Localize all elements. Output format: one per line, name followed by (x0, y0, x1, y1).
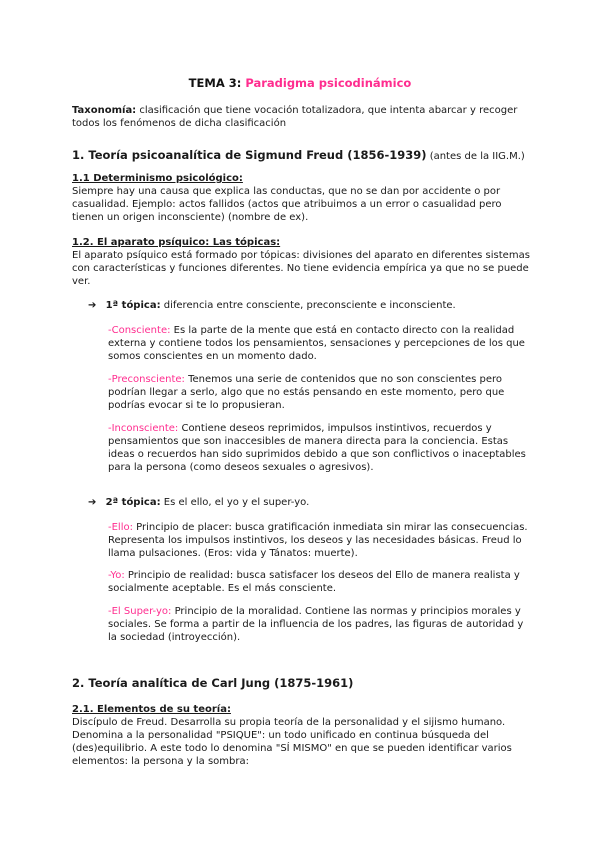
section1-heading (72, 149, 532, 163)
preconsciente-term: -Preconsciente: (108, 374, 185, 385)
s21-block (72, 703, 532, 768)
topica2-label: 2ª tópica: (105, 497, 161, 508)
arrow-right-icon: ➔ (88, 497, 97, 508)
yo-term: -Yo: (108, 570, 125, 581)
topica1-text: diferencia entre consciente, preconsciente e inconsciente. (160, 300, 456, 311)
section1-note: (antes de la IIG.M.) (426, 151, 525, 162)
superyo-text: Principio de la moralidad. Contiene las normas y principios morales y sociales. Se forma a partir de la influencia de los padres, las figuras de autoridad y la sociedad (introyección). (108, 606, 524, 643)
inconsciente-item (108, 422, 528, 474)
arrow-right-icon: ➔ (88, 300, 97, 311)
topica1-line (88, 299, 456, 312)
yo-item (108, 569, 528, 595)
taxonomia-label: Taxonomía: (72, 105, 137, 116)
ello-text: Principio de placer: busca gratificación inmediata sin mirar las consecuencias. Representa los impulsos instintivos, los deseos y las necesidades básicas. Freud lo llama pulsaciones. (Eros: vida y Tánatos: muerte). (108, 522, 528, 559)
topica2-line (88, 496, 309, 509)
s12-text: El aparato psíquico está formado por tópicas: divisiones del aparato en diferentes sistemas con características y funciones diferentes. No tiene evidencia empírica ya que no se puede ver. (72, 250, 530, 287)
topica2-text: Es el ello, el yo y el super-yo. (160, 497, 310, 508)
preconsciente-text: Tenemos una serie de contenidos que no son conscientes pero podrían llegar a serlo, algo que no estás pensando en este momento, pero que podrías evocar si te lo propusieran. (108, 374, 505, 411)
superyo-item (108, 605, 528, 644)
page-title (0, 76, 600, 90)
s11-block (72, 172, 532, 224)
taxonomia-paragraph (72, 104, 532, 130)
topica1-label: 1ª tópica: (105, 300, 161, 311)
s12-block (72, 236, 532, 288)
s11-text: Siempre hay una causa que explica las conductas, que no se dan por accidente o por casualidad. Ejemplo: actos fallidos (actos que atribuimos a un error o casualidad pero tienen un origen inconsciente) (nombre de ex). (72, 186, 502, 223)
section2-heading: 2. Teoría analítica de Carl Jung (1875-1961) (72, 676, 354, 690)
taxonomia-text: clasificación que tiene vocación totalizadora, que intenta abarcar y recoger todos los fenómenos de dicha clasificación (72, 105, 518, 129)
section1-heading-text: 1. Teoría psicoanalítica de Sigmund Freud (1856-1939) (72, 148, 427, 162)
title-highlight: Paradigma psicodinámico (245, 76, 412, 90)
consciente-term: -Consciente: (108, 325, 171, 336)
consciente-text: Es la parte de la mente que está en contacto directo con la realidad externa y contiene todos los pensamientos, sensaciones y percepciones de los que somos conscientes en un momento dado. (108, 325, 525, 362)
s11-heading: 1.1 Determinismo psicológico: (72, 173, 243, 184)
ello-term: -Ello: (108, 522, 133, 533)
s12-heading: 1.2. El aparato psíquico: Las tópicas: (72, 237, 281, 248)
consciente-item (108, 324, 528, 363)
preconsciente-item (108, 373, 528, 412)
superyo-term: -El Super-yo: (108, 606, 172, 617)
yo-text: Principio de realidad: busca satisfacer los deseos del Ello de manera realista y socialmente aceptable. Es el más consciente. (108, 570, 520, 594)
ello-item (108, 521, 528, 560)
inconsciente-term: -Inconsciente: (108, 423, 179, 434)
s21-heading: 2.1. Elementos de su teoría: (72, 704, 231, 715)
title-prefix: TEMA 3: (188, 76, 242, 90)
inconsciente-text: Contiene deseos reprimidos, impulsos instintivos, recuerdos y pensamientos que son inaccesibles de manera directa para la conciencia. Estas ideas o recuerdos han sido suprimidos debido a que son conflictivos o inaceptables para la persona (como deseos sexuales o agresivos). (108, 423, 526, 473)
s21-text: Discípulo de Freud. Desarrolla su propia teoría de la personalidad y el sijismo humano. Denomina a la personalidad "PSIQUE": un todo unificado en continua búsqueda del (des)equilibrio. A este todo lo denomina "SÍ MISMO" en que se pueden identificar varios elementos: la persona y la sombra: (72, 717, 512, 767)
